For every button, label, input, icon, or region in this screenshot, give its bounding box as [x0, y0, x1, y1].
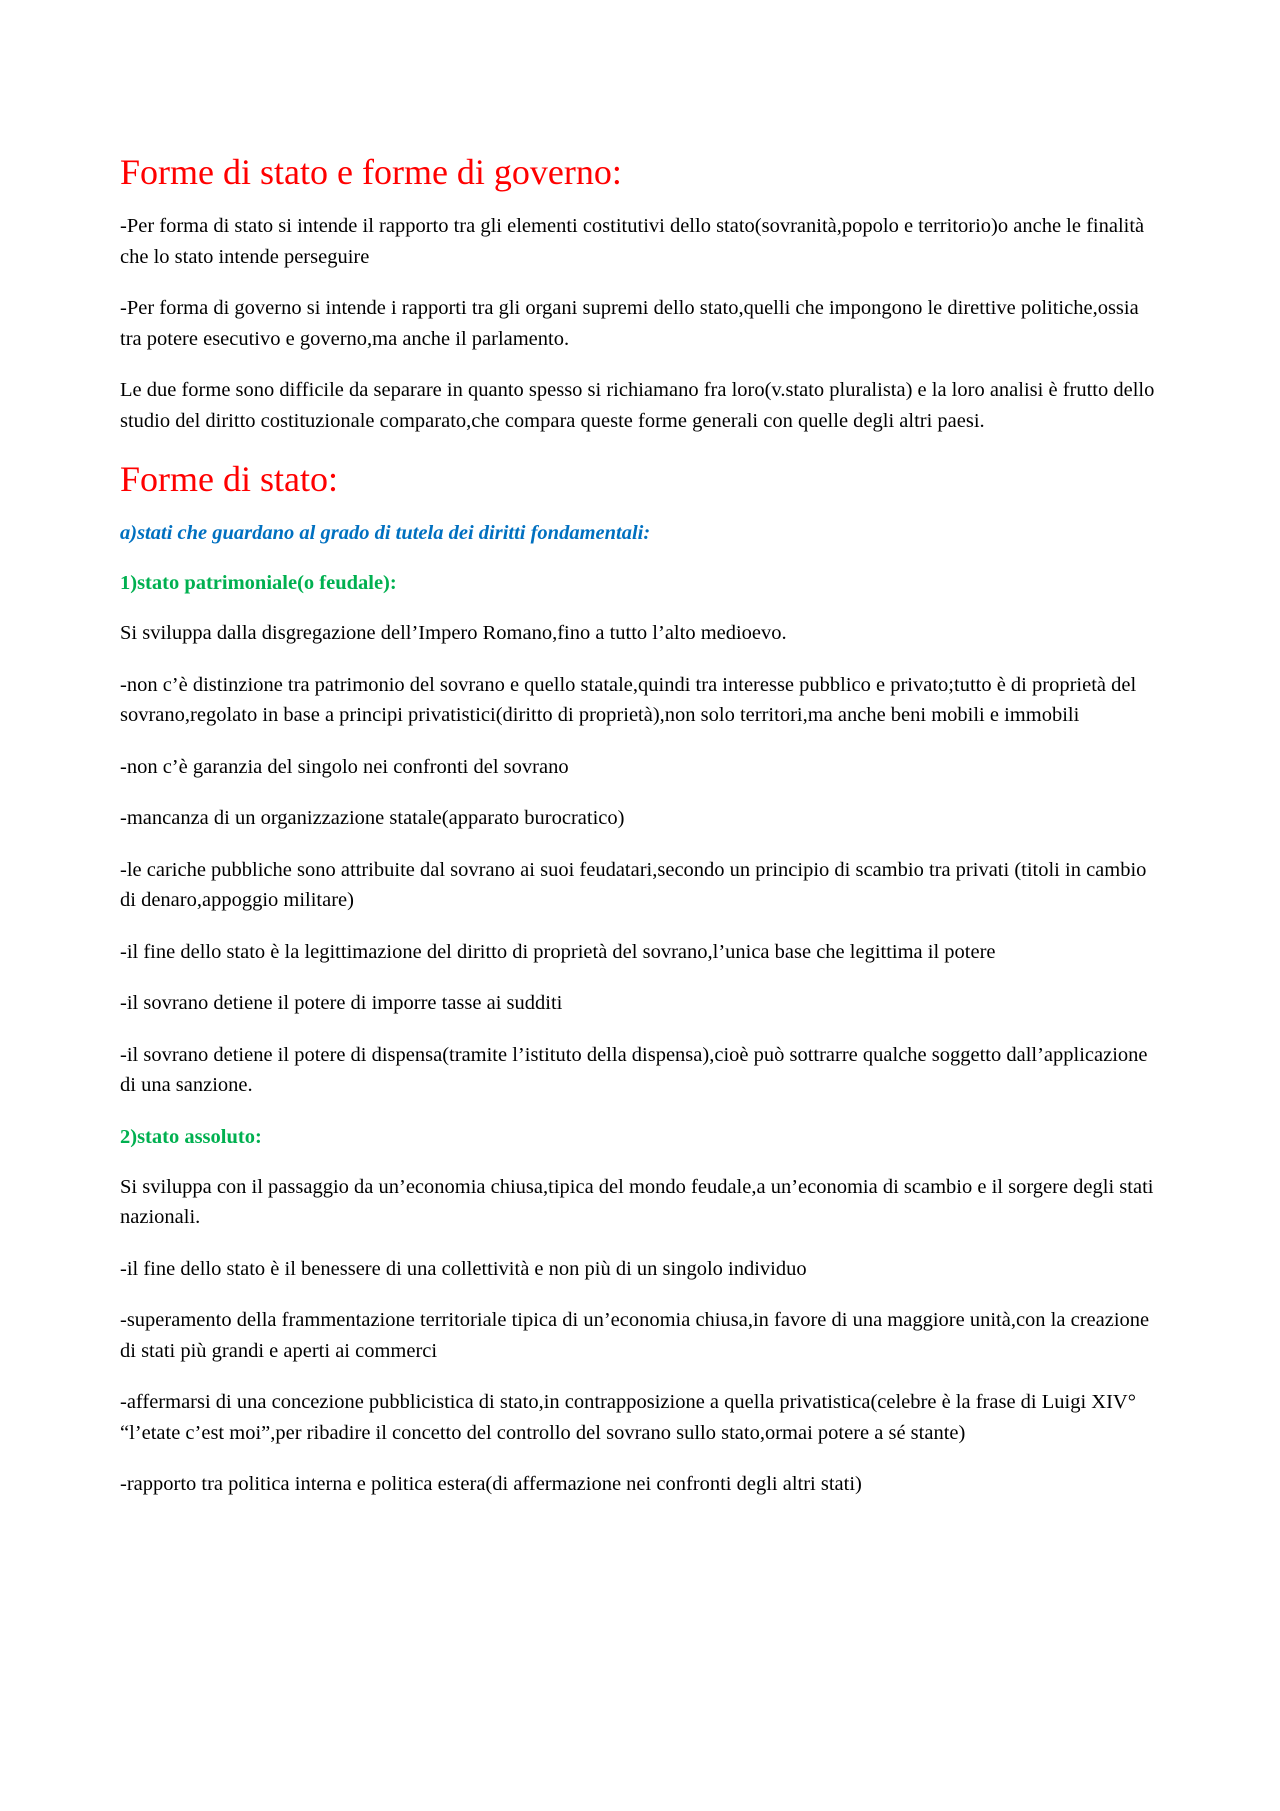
paragraph: -non c’è distinzione tra patrimonio del sovrano e quello statale,quindi tra interesse pubblico e privato;tutto è di proprietà del sovrano,regolato in base a principi privatistici(diritto di proprietà),non solo territori,ma anche beni mobili e immobili [120, 673, 1137, 726]
paragraph: Si sviluppa con il passaggio da un’economia chiusa,tipica del mondo feudale,a un’economia di scambio e il sorgere degli stati nazionali. [120, 1175, 1154, 1228]
paragraph: -Per forma di governo si intende i rapporti tra gli organi supremi dello stato,quelli che impongono le direttive politiche,ossia tra potere esecutivo e governo,ma anche il parlamento. [120, 297, 1139, 350]
paragraph: Si sviluppa dalla disgregazione dell’Impero Romano,fino a tutto l’alto medioevo. [120, 622, 787, 644]
subsection-heading-a: a)stati che guardano al grado di tutela dei diritti fondamentali: [120, 522, 651, 544]
document-page [120, 150, 1165, 1521]
section-title-forme-stato: Forme di stato: [120, 459, 338, 499]
heading-stato-assoluto: 2)stato assoluto: [120, 1125, 262, 1148]
paragraph: -non c’è garanzia del singolo nei confronti del sovrano [120, 755, 569, 778]
paragraph: -rapporto tra politica interna e politica estera(di affermazione nei confronti degli altri stati) [120, 1473, 862, 1495]
paragraph: -Per forma di stato si intende il rapporto tra gli elementi costitutivi dello stato(sovranità,popolo e territorio)o anche le finalità che lo stato intende perseguire [120, 215, 1145, 268]
heading-stato-patrimoniale: 1)stato patrimoniale(o feudale): [120, 572, 397, 594]
section-title-forme-stato-governo: Forme di stato e forme di governo: [120, 152, 622, 192]
paragraph: -il sovrano detiene il potere di imporre tasse ai sudditi [120, 992, 563, 1014]
paragraph: -superamento della frammentazione territoriale tipica di un’economia chiusa,in favore di una maggiore unità,con la creazione di stati più grandi e aperti ai commerci [120, 1309, 1150, 1362]
paragraph: -affermarsi di una concezione pubblicistica di stato,in contrapposizione a quella privatistica(celebre è la frase di Luigi XIV° “l’etate c’est moi”,per ribadire il concetto del controllo del sovrano sullo stato,ormai potere a sé stante) [120, 1391, 1136, 1444]
paragraph: -il fine dello stato è il benessere di una collettività e non più di un singolo individuo [120, 1257, 807, 1280]
paragraph: -il fine dello stato è la legittimazione del diritto di proprietà del sovrano,l’unica base che legittima il potere [120, 940, 996, 963]
paragraph: Le due forme sono difficile da separare in quanto spesso si richiamano fra loro(v.stato pluralista) e la loro analisi è frutto dello studio del diritto costituzionale comparato,che compara queste forme generali con quelle degli altri paesi. [120, 379, 1155, 432]
paragraph: -le cariche pubbliche sono attribuite dal sovrano ai suoi feudatari,secondo un principio di scambio tra privati (titoli in cambio di denaro,appoggio militare) [120, 858, 1147, 911]
paragraph: -mancanza di un organizzazione statale(apparato burocratico) [120, 807, 625, 829]
paragraph: -il sovrano detiene il potere di dispensa(tramite l’istituto della dispensa),cioè può sottrarre qualche soggetto dall’applicazione di una sanzione. [120, 1043, 1148, 1096]
